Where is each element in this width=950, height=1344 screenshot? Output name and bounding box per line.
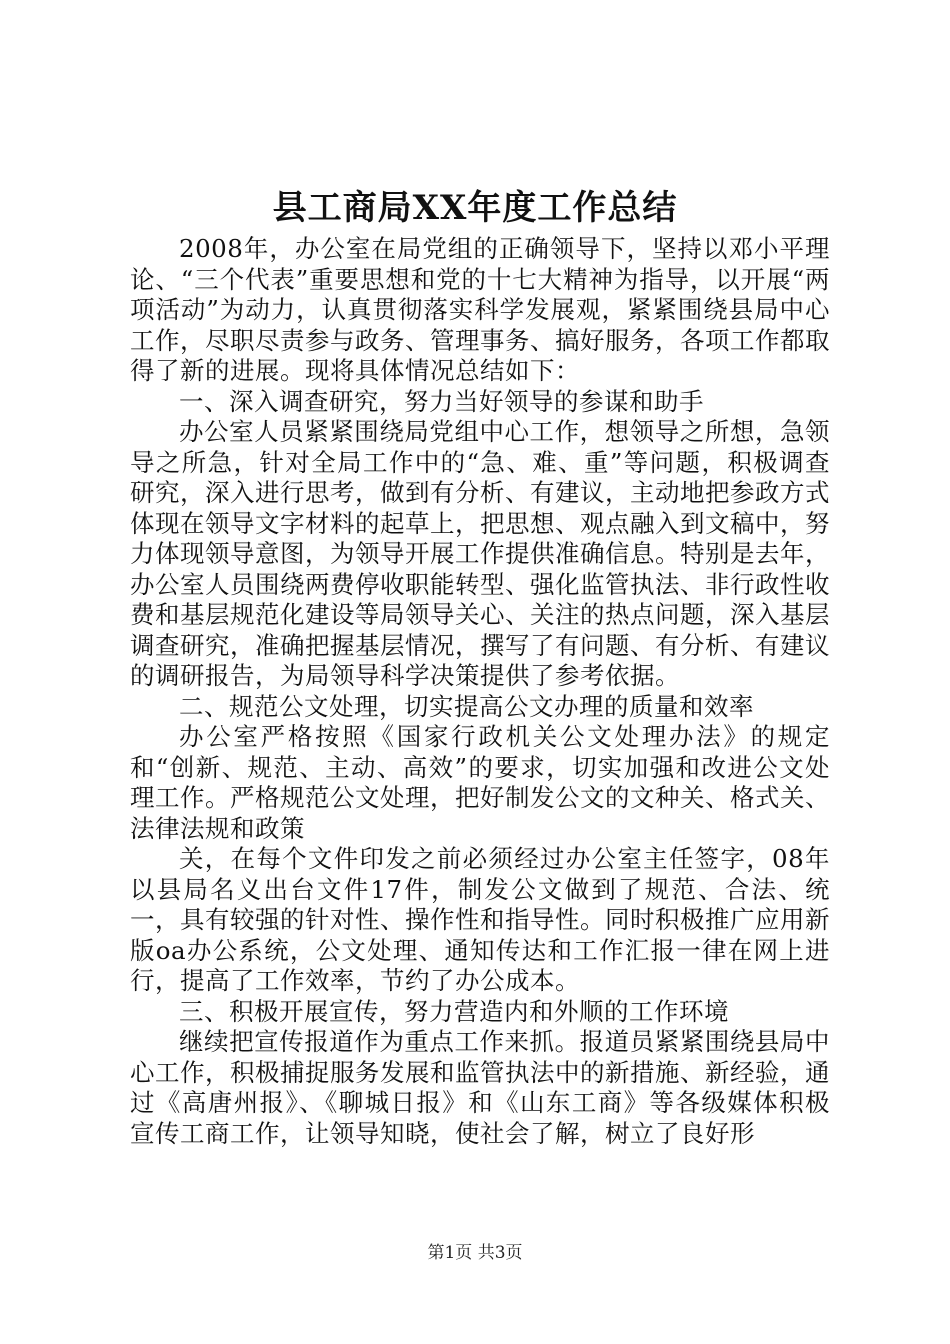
page-footer: 第1页 共3页	[427, 1243, 523, 1263]
section-heading-1: 一、深入调查研究，努力当好领导的参谋和助手	[179, 386, 704, 416]
document-body	[130, 234, 830, 1149]
paragraph-section-2b: 关，在每个文件印发之前必须经过办公室主任签字，08年以县局名义出台文件17件，制发公文做到了规范、合法、统一，具有较强的针对性、操作性和指导性。同时积极推广应用新版oa办公系统，公文处理、通知传达和工作汇报一律在网上进行，提高了工作效率，节约了办公成本。	[130, 844, 830, 995]
section-heading-2: 二、规范公文处理，切实提高公文办理的质量和效率	[179, 691, 754, 721]
document-title: 县工商局XX年度工作总结	[272, 188, 678, 228]
paragraph-section-3: 继续把宣传报道作为重点工作来抓。报道员紧紧围绕县局中心工作，积极捕捉服务发展和监管执法中的新措施、新经验，通过《高唐州报》、《聊城日报》和《山东工商》等各级媒体积极宣传工商工作，让领导知晓，使社会了解，树立了良好形	[130, 1027, 830, 1148]
paragraph-intro: 2008年，办公室在局党组的正确领导下，坚持以邓小平理论、“三个代表”重要思想和党的十七大精神为指导，以开展“两项活动”为动力，认真贯彻落实科学发展观，紧紧围绕县局中心工作，尽职尽责参与政务、管理事务、搞好服务，各项工作都取得了新的进展。现将具体情况总结如下：	[130, 234, 830, 385]
paragraph-section-1: 办公室人员紧紧围绕局党组中心工作，想领导之所想，急领导之所急，针对全局工作中的“急、难、重”等问题，积极调查研究，深入进行思考，做到有分析、有建议，主动地把参政方式体现在领导文字材料的起草上，把思想、观点融入到文稿中，努力体现领导意图，为领导开展工作提供准确信息。特别是去年，办公室人员围绕两费停收职能转型、强化监管执法、非行政性收费和基层规范化建设等局领导关心、关注的热点问题，深入基层调查研究，准确把握基层情况，撰写了有问题、有分析、有建议的调研报告，为局领导科学决策提供了参考依据。	[130, 417, 830, 690]
section-heading-3: 三、积极开展宣传，努力营造内和外顺的工作环境	[179, 996, 729, 1026]
paragraph-section-2a: 办公室严格按照《国家行政机关公文处理办法》的规定和“创新、规范、主动、高效”的要求，切实加强和改进公文处理工作。严格规范公文处理，把好制发公文的文种关、格式关、法律法规和政策	[130, 722, 830, 843]
